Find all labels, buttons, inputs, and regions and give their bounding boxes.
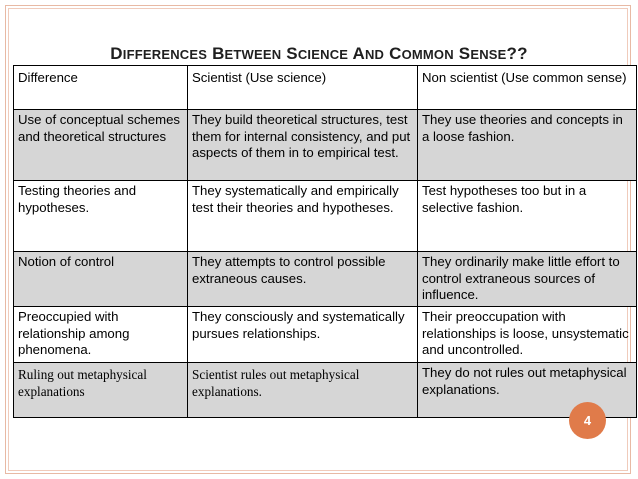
cell-non-scientist: They ordinarily make little effort to control extraneous sources of influence. (418, 252, 637, 307)
cell-difference: Use of conceptual schemes and theoretical structures (14, 110, 188, 181)
cell-scientist: They attempts to control possible extraneous causes. (188, 252, 418, 307)
cell-scientist: They build theoretical structures, test them for internal consistency, and put aspects of them in to empirical test. (188, 110, 418, 181)
table-row (14, 307, 637, 363)
cell-scientist: Scientist rules out metaphysical explanations. (188, 363, 418, 418)
table-header-row (14, 66, 637, 110)
cell-difference: Notion of control (14, 252, 188, 307)
table-row (14, 363, 637, 418)
cell-scientist: They systematically and empirically test their theories and hypotheses. (188, 181, 418, 252)
table-row (14, 252, 637, 307)
cell-non-scientist: They do not rules out metaphysical explanations. (418, 363, 637, 418)
header-non-scientist: Non scientist (Use common sense) (418, 66, 637, 110)
cell-non-scientist: Test hypotheses too but in a selective fashion. (418, 181, 637, 252)
header-scientist: Scientist (Use science) (188, 66, 418, 110)
page-number-badge: 4 (569, 402, 606, 439)
comparison-table (13, 65, 637, 418)
cell-scientist: They consciously and systematically pursues relationships. (188, 307, 418, 363)
cell-difference: Ruling out metaphysical explanations (14, 363, 188, 418)
slide-title: DIFFERENCES BETWEEN SCIENCE AND COMMON SENSE?? (110, 44, 528, 63)
cell-difference: Testing theories and hypotheses. (14, 181, 188, 252)
cell-difference: Preoccupied with relationship among phenomena. (14, 307, 188, 363)
header-difference: Difference (14, 66, 188, 110)
table-row (14, 181, 637, 252)
cell-non-scientist: They use theories and concepts in a loose fashion. (418, 110, 637, 181)
table-row (14, 110, 637, 181)
cell-non-scientist: Their preoccupation with relationships is loose, unsystematic and uncontrolled. (418, 307, 637, 363)
